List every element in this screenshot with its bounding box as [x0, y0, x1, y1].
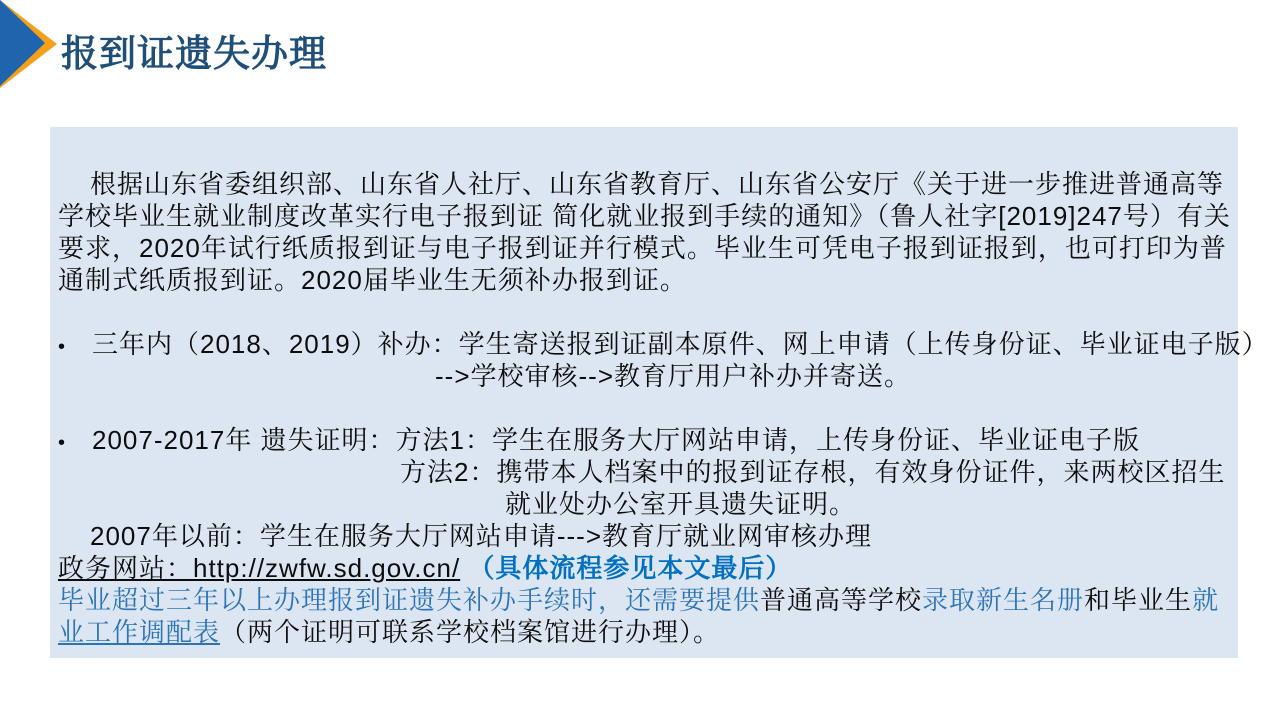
- text-run: 2007-2017年 遗失证明：方法1：学生在服务大厅网站申请，上传身份证、毕业证电子版: [92, 425, 1141, 455]
- title-arrow-icon: [0, 0, 60, 104]
- text-line: [58, 584, 1230, 616]
- text-line: [58, 488, 1230, 520]
- blank-line: [58, 392, 1230, 424]
- content-lines: [58, 168, 1269, 648]
- text-line: [58, 616, 1230, 648]
- blank-line: [58, 296, 1230, 328]
- text-run: 三年内（2018、2019）补办：学生寄送报到证副本原件、网上申请（上传身份证、毕业证电子版）: [92, 329, 1269, 359]
- arrow-blue-layer: [0, 0, 45, 86]
- text-line: [58, 360, 1230, 392]
- text-run: 毕业超过三年以上办理报到证遗失补办手续时，还需要提供: [58, 585, 761, 615]
- text-run: （两个证明可联系学校档案馆进行办理）。: [220, 617, 721, 647]
- bullet-icon: •: [58, 336, 67, 358]
- text-line: [58, 328, 1269, 360]
- text-run: -->学校审核-->教育厅用户补办并寄送。: [435, 361, 912, 391]
- text-run: 方法2：携带本人档案中的报到证存根，有效身份证件，来两校区招生: [400, 457, 1226, 487]
- text-run: 根据山东省委组织部、山东省人社厅、山东省教育厅、山东省公安厅《关于进一步推进普通高等: [90, 169, 1225, 199]
- text-line: [58, 232, 1230, 264]
- page-title: 报到证遗失办理: [61, 33, 327, 74]
- text-run: 2007年以前：学生在服务大厅网站申请--->教育厅就业网审核办理: [90, 521, 872, 551]
- text-run: （具体流程参见本文最后）: [468, 553, 793, 583]
- text-line: [58, 200, 1230, 232]
- text-run: 普通高等学校: [760, 585, 923, 615]
- text-run: 学校毕业生就业制度改革实行电子报到证 简化就业报到手续的通知》（鲁人社字[2019]247号）有关: [58, 201, 1231, 231]
- text-run: 和毕业生: [1084, 585, 1193, 615]
- text-line: [58, 168, 1230, 200]
- text-line: [58, 552, 1230, 584]
- text-run: 业工作调配表: [58, 617, 221, 647]
- text-run: 就业处办公室开具遗失证明。: [505, 489, 857, 519]
- bullet-icon: •: [58, 432, 67, 454]
- text-run: 通制式纸质报到证。2020届毕业生无须补办报到证。: [58, 265, 687, 295]
- text-line: [58, 456, 1230, 488]
- text-run: 要求，2020年试行纸质报到证与电子报到证并行模式。毕业生可凭电子报到证报到，也可打印为普: [58, 233, 1227, 263]
- text-line: [58, 424, 1230, 456]
- text-run: 就: [1192, 585, 1220, 615]
- content-box: [50, 127, 1269, 658]
- text-run: 录取新生名册: [922, 585, 1085, 615]
- gov-website-link[interactable]: 政务网站：http://zwfw.sd.gov.cn/: [58, 553, 461, 583]
- text-line: [58, 264, 1230, 296]
- text-line: [58, 520, 1230, 552]
